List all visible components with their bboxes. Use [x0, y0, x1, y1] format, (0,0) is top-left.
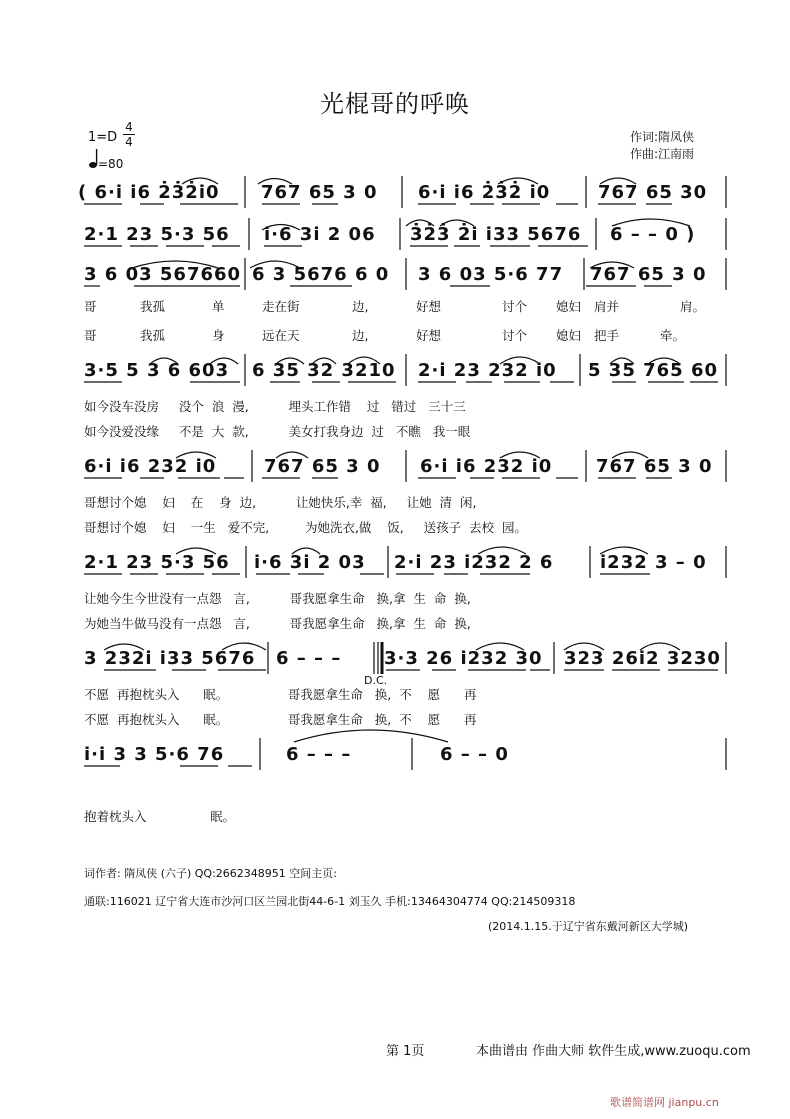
date-location: (2014.1.15.于辽宁省东戴河新区大学城) [488, 920, 689, 933]
measure: 3 6 03 5·6 77 [418, 264, 564, 285]
measure: 3 6 03 567660 [84, 264, 242, 285]
lyric-word: 单 [212, 299, 225, 314]
measure: 6·i i6 2̇3̇2̇ i0 [418, 182, 551, 203]
measure: 5 35 765 60 [588, 360, 718, 381]
measure: 323 26i2 3230 [564, 648, 721, 669]
slur [276, 358, 304, 364]
measure: 767 65 3 0 [596, 456, 713, 477]
measure: 3 232i i33 5676 [84, 648, 256, 669]
lyric-word: 边, [352, 328, 369, 343]
slur [600, 178, 636, 184]
slur [478, 547, 526, 554]
measure: 767 65 3 0 [261, 182, 378, 203]
slur [262, 225, 300, 231]
lyric-word: 把手 [594, 328, 620, 343]
slur [590, 262, 634, 268]
measure: ( 6·i i6 2̇3̇2̇i0 [78, 182, 220, 203]
lyric-word: 好想 [416, 328, 442, 343]
measure: 767 65 3 0 [264, 456, 381, 477]
slur [150, 358, 178, 364]
measure: 767 65 3 0 [590, 264, 707, 285]
measure: 6·i i6 232 i0 [84, 456, 217, 477]
slur [476, 643, 524, 650]
measure: 2·1 23 5·3 56 [84, 552, 230, 573]
slur [182, 178, 218, 184]
slur [612, 219, 690, 226]
slur [210, 358, 238, 364]
slur [294, 730, 448, 742]
lyricist-credit: 作词:隋凤侠 [630, 130, 695, 144]
measure: i232 3 – 0 [600, 552, 707, 573]
lyric-word: 讨个 [502, 328, 528, 343]
lyric-word: 好想 [416, 299, 442, 314]
slur [292, 548, 320, 554]
page-number: 第 1页 [386, 1044, 425, 1059]
composer-credit: 作曲:江南雨 [630, 147, 695, 161]
slur [222, 643, 266, 650]
slur [564, 643, 604, 650]
lyric-word: 我孤 [140, 328, 166, 343]
lyric-line: 抱着枕头入 眠。 [84, 809, 236, 824]
lyric-line: 如今没爱没缘 不是 大 款, 美女打我身边 过 不瞧 我一眼 [84, 424, 471, 439]
lyric-word: 肩并 [594, 299, 620, 314]
measure: 3·3 26 i232 30 [384, 648, 543, 669]
slur [498, 178, 538, 184]
slur [500, 452, 540, 458]
lyric-word: 媳妇 [556, 299, 582, 314]
measure: i·6 3i 2 06 [264, 224, 376, 245]
slur [610, 358, 634, 364]
measure: i·6 3i 2 03 [254, 552, 366, 573]
measure: 2·i 23 i232 2 6 [394, 552, 554, 573]
slur [312, 358, 336, 364]
slur [176, 452, 216, 458]
measure: 6 – – – [286, 744, 352, 765]
measure: 6 – – 0 ) [610, 224, 696, 245]
measure: 767 65 30 [598, 182, 708, 203]
slur [276, 452, 308, 458]
lyric-line: 让她今生今世没有一点怨 言, 哥我愿拿生命 换,拿 生 命 换, [84, 591, 471, 606]
tempo-marking: =80 [98, 157, 124, 171]
lyric-word: 媳妇 [556, 328, 582, 343]
slur [648, 358, 680, 364]
time-signature-bottom: 4 [125, 135, 133, 149]
da-capo-marking: D.C. [364, 674, 388, 687]
lyric-word: 讨个 [502, 299, 528, 314]
lyric-line: 不愿 再抱枕头入 眠。 哥我愿拿生命 换, 不 愿 再 [84, 687, 477, 702]
lyric-line: 不愿 再抱枕头入 眠。 哥我愿拿生命 换, 不 愿 再 [84, 712, 477, 727]
lyric-word: 走在街 [262, 299, 300, 314]
measure: 3·5 5 3 6 603 [84, 360, 230, 381]
measure: 6 35 32 3210 [252, 360, 396, 381]
lyric-line: 哥想讨个媳 妇 一生 爱不完, 为她洗衣,做 饭, 送孩子 去校 园。 [84, 520, 528, 535]
slur [500, 357, 540, 364]
lyric-word: 哥 [84, 328, 97, 343]
lyric-word: 我孤 [140, 299, 166, 314]
lyric-word: 哥 [84, 299, 97, 314]
lyric-word: 身 [212, 328, 225, 343]
measure: 6 3 5676 6 0 [252, 264, 390, 285]
slur [250, 261, 300, 268]
slur [600, 547, 648, 554]
slur [132, 261, 218, 268]
slur [612, 452, 648, 458]
watermark: 歌谱简谱网 jianpu.cn [610, 1096, 719, 1109]
measure: 2·1 23 5·3 56 [84, 224, 230, 245]
time-signature-top: 4 [125, 120, 133, 134]
slur [640, 643, 680, 650]
lyric-word: 边, [352, 299, 369, 314]
lyric-line: 如今没车没房 没个 浪 漫, 埋头工作错 过 错过 三十三 [84, 399, 466, 414]
author-info: 词作者: 隋凤侠 (六子) QQ:2662348951 空间主页: [84, 867, 337, 880]
repeat-bar [378, 642, 382, 674]
key-signature: 1=D [88, 130, 118, 145]
lyric-word: 远在天 [262, 328, 300, 343]
slur [440, 220, 474, 226]
lyric-line: 为她当牛做马没有一点怨 言, 哥我愿拿生命 换,拿 生 命 换, [84, 616, 471, 631]
measure: 2·i 23 232 i0 [418, 360, 557, 381]
slur [348, 357, 380, 364]
slur [406, 220, 434, 226]
lyric-line: 哥想讨个媳 妇 在 身 边, 让她快乐,幸 福, 让她 清 闲, [84, 495, 477, 510]
measure: 6 – – – [276, 648, 342, 669]
slur [258, 179, 292, 185]
measure: 6 – – 0 [440, 744, 509, 765]
lyric-word: 肩。 [680, 299, 706, 314]
generator-credit: 本曲谱由 作曲大师 软件生成,www.zuoqu.com [476, 1044, 751, 1059]
contact-info: 通联:116021 辽宁省大连市沙河口区兰园北街44-6-1 刘玉久 手机:13464304774 QQ:214509318 [84, 895, 576, 908]
measure: 3̇2̇3̇ 2̇i i33 5676 [410, 224, 582, 245]
measure: 6·i i6 232 i0 [420, 456, 553, 477]
slur [104, 644, 144, 650]
song-title: 光棍哥的呼唤 [320, 90, 470, 118]
lyric-word: 牵。 [660, 328, 686, 343]
slur [176, 548, 216, 554]
measure: i·i 3 3 5·6 76 [84, 744, 225, 765]
